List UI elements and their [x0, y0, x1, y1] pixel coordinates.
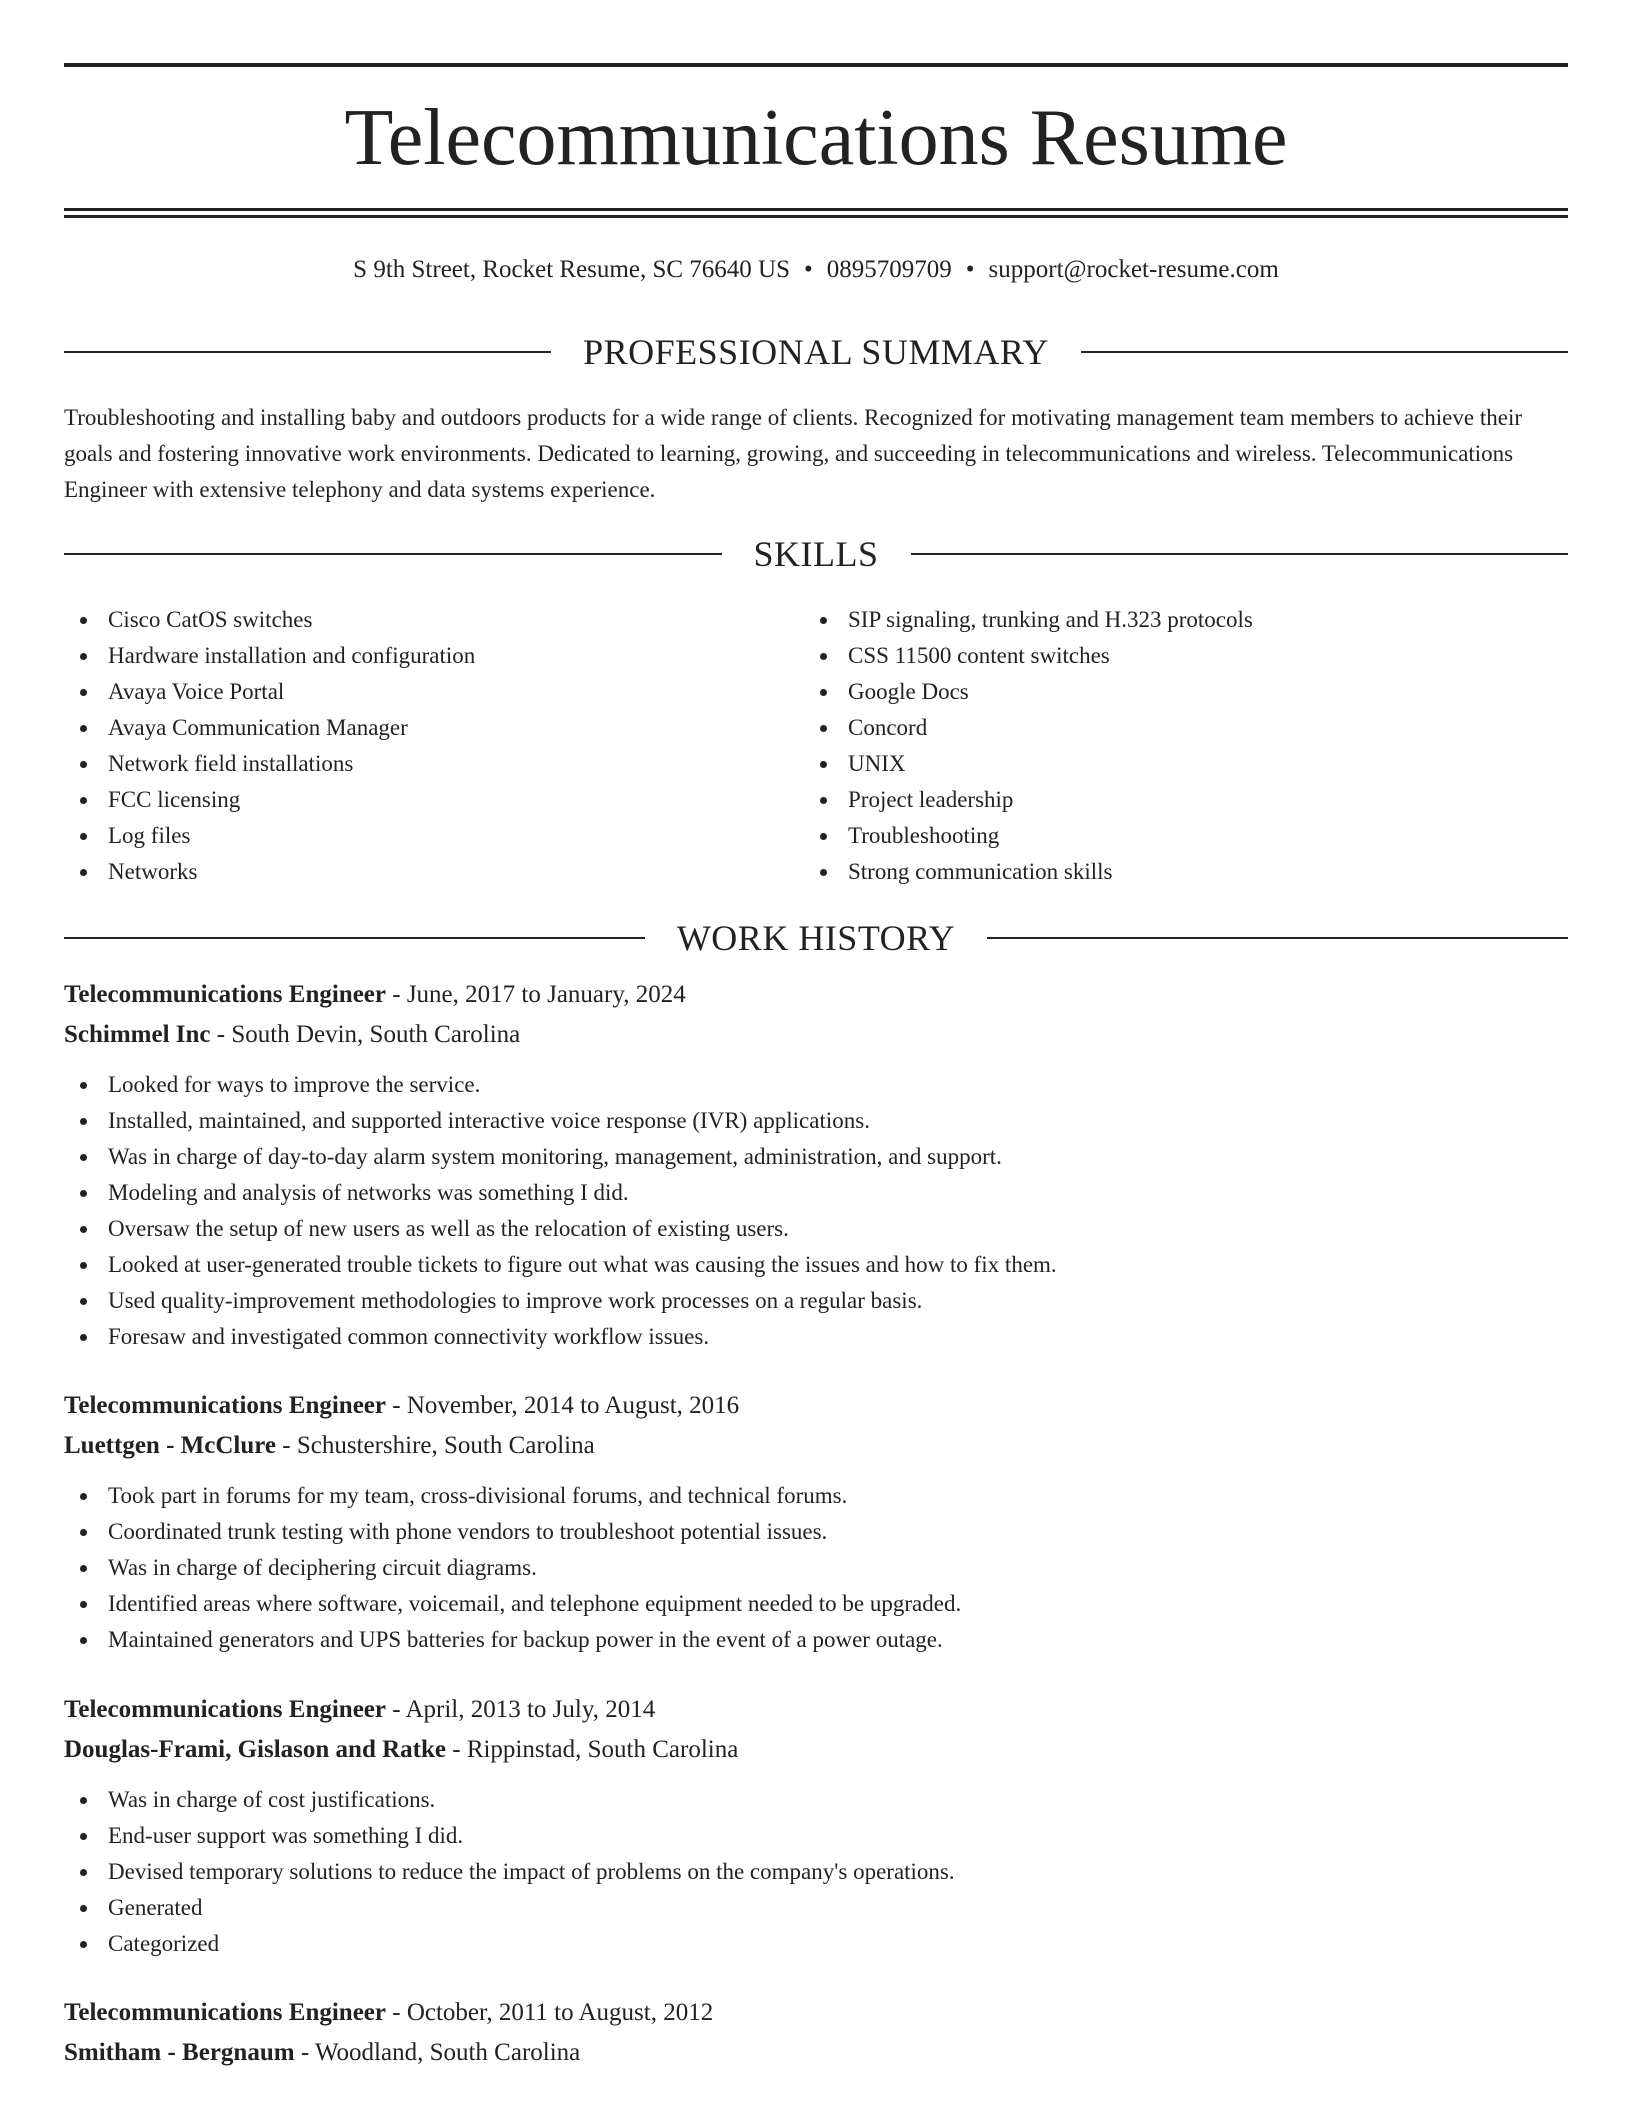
- job-title-line: Telecommunications Engineer - October, 2011 to August, 2012: [64, 1999, 714, 2026]
- skill-item: Network field installations: [64, 746, 804, 782]
- skill-item: SIP signaling, trunking and H.323 protocols: [804, 602, 1568, 638]
- job-location: Woodland, South Carolina: [314, 2039, 581, 2066]
- contact-phone: 0895709709: [826, 256, 952, 283]
- skills-list-left: [64, 602, 804, 890]
- heading-rule-right: [987, 937, 1568, 939]
- job-dates: April, 2013 to July, 2014: [405, 1696, 656, 1723]
- skill-item: Strong communication skills: [804, 854, 1568, 890]
- job-duty-item: Was in charge of cost justifications.: [64, 1782, 1568, 1818]
- job-role: Telecommunications Engineer: [64, 1392, 386, 1419]
- job-company: Schimmel Inc: [64, 1021, 211, 1048]
- job-company-line: Smitham - Bergnaum - Woodland, South Carolina: [64, 2039, 581, 2066]
- job-duty-item: Generated: [64, 1890, 1568, 1926]
- skill-item: Cisco CatOS switches: [64, 602, 804, 638]
- job-dates: November, 2014 to August, 2016: [406, 1392, 740, 1419]
- job-company: Luettgen - McClure: [64, 1432, 276, 1459]
- job-duties-list: [64, 1478, 1568, 1658]
- skills-heading: [64, 531, 1568, 577]
- professional-summary: Troubleshooting and installing baby and outdoors products for a wide range of clients. Recognized for motivating management team members to achieve their goals and fostering innovative work environments. Dedicated to learning, growing, and succeeding in telecommunications and wireless. Telecommunications Engineer with extensive telephony and data systems experience.: [64, 405, 1522, 502]
- skill-item: Avaya Voice Portal: [64, 674, 804, 710]
- job-duty-item: Identified areas where software, voicemail, and telephone equipment needed to be upgraded.: [64, 1586, 1568, 1622]
- contact-address: S 9th Street, Rocket Resume, SC 76640 US: [353, 256, 790, 283]
- heading-rule-left: [64, 937, 645, 939]
- job-company: Smitham - Bergnaum: [64, 2039, 295, 2066]
- job-duty-item: Categorized: [64, 1926, 1568, 1962]
- skills-heading-label: SKILLS: [753, 534, 879, 574]
- resume-title: Telecommunications Resume: [344, 94, 1288, 182]
- job-duties-list: [64, 1782, 1568, 1962]
- heading-rule-left: [64, 351, 551, 353]
- contact-separator: •: [965, 256, 975, 283]
- job-duty-item: Oversaw the setup of new users as well as the relocation of existing users.: [64, 1211, 1568, 1247]
- job-title-line: Telecommunications Engineer - April, 2013 to July, 2014: [64, 1696, 656, 1723]
- skill-item: FCC licensing: [64, 782, 804, 818]
- contact-email[interactable]: support@rocket-resume.com: [988, 256, 1279, 283]
- skill-item: Troubleshooting: [804, 818, 1568, 854]
- job-company: Douglas-Frami, Gislason and Ratke: [64, 1736, 446, 1763]
- title-double-rule: [64, 208, 1568, 218]
- skills-list-right: [804, 602, 1568, 890]
- summary-heading-label: PROFESSIONAL SUMMARY: [583, 332, 1049, 372]
- job-role: Telecommunications Engineer: [64, 981, 386, 1008]
- work-history-heading: [64, 915, 1568, 961]
- skill-item: Project leadership: [804, 782, 1568, 818]
- skill-item: Log files: [64, 818, 804, 854]
- job-title-line: Telecommunications Engineer - November, 2014 to August, 2016: [64, 1392, 740, 1419]
- job-dates: June, 2017 to January, 2024: [406, 981, 686, 1008]
- job-duty-item: Looked at user-generated trouble tickets to figure out what was causing the issues and how to fix them.: [64, 1247, 1568, 1283]
- job-duty-item: Coordinated trunk testing with phone vendors to troubleshoot potential issues.: [64, 1514, 1568, 1550]
- job-company-line: Douglas-Frami, Gislason and Ratke - Rippinstad, South Carolina: [64, 1736, 739, 1763]
- skill-item: Networks: [64, 854, 804, 890]
- work-history-heading-label: WORK HISTORY: [676, 918, 956, 958]
- heading-rule-left: [64, 553, 722, 555]
- job-location: Schustershire, South Carolina: [296, 1432, 595, 1459]
- contact-line: [64, 252, 1568, 288]
- job-duty-item: Looked for ways to improve the service.: [64, 1067, 1568, 1103]
- skill-item: CSS 11500 content switches: [804, 638, 1568, 674]
- job-company-line: Schimmel Inc - South Devin, South Carolina: [64, 1021, 521, 1048]
- job-duty-item: Installed, maintained, and supported interactive voice response (IVR) applications.: [64, 1103, 1568, 1139]
- skill-item: Google Docs: [804, 674, 1568, 710]
- job-dates: October, 2011 to August, 2012: [406, 1999, 714, 2026]
- contact-separator: •: [803, 256, 813, 283]
- job-duty-item: Used quality-improvement methodologies to improve work processes on a regular basis.: [64, 1283, 1568, 1319]
- job-company-line: Luettgen - McClure - Schustershire, South Carolina: [64, 1432, 595, 1459]
- job-duty-item: Modeling and analysis of networks was something I did.: [64, 1175, 1568, 1211]
- heading-rule-right: [1081, 351, 1568, 353]
- job-duty-item: End-user support was something I did.: [64, 1818, 1568, 1854]
- skill-item: UNIX: [804, 746, 1568, 782]
- heading-rule-right: [911, 553, 1569, 555]
- job-duty-item: Was in charge of deciphering circuit diagrams.: [64, 1550, 1568, 1586]
- job-duty-item: Took part in forums for my team, cross-divisional forums, and technical forums.: [64, 1478, 1568, 1514]
- job-duty-item: Maintained generators and UPS batteries for backup power in the event of a power outage.: [64, 1622, 1568, 1658]
- summary-heading: [64, 329, 1568, 375]
- job-role: Telecommunications Engineer: [64, 1696, 386, 1723]
- job-location: Rippinstad, South Carolina: [466, 1736, 739, 1763]
- job-duties-list: [64, 1067, 1568, 1355]
- job-duty-item: Was in charge of day-to-day alarm system monitoring, management, administration, and support.: [64, 1139, 1568, 1175]
- job-duty-item: Foresaw and investigated common connectivity workflow issues.: [64, 1319, 1568, 1355]
- job-location: South Devin, South Carolina: [231, 1021, 521, 1048]
- job-title-line: Telecommunications Engineer - June, 2017 to January, 2024: [64, 981, 686, 1008]
- skill-item: Hardware installation and configuration: [64, 638, 804, 674]
- job-duty-item: Devised temporary solutions to reduce the impact of problems on the company's operations.: [64, 1854, 1568, 1890]
- top-rule: [64, 63, 1568, 67]
- skill-item: Avaya Communication Manager: [64, 710, 804, 746]
- job-role: Telecommunications Engineer: [64, 1999, 386, 2026]
- skill-item: Concord: [804, 710, 1568, 746]
